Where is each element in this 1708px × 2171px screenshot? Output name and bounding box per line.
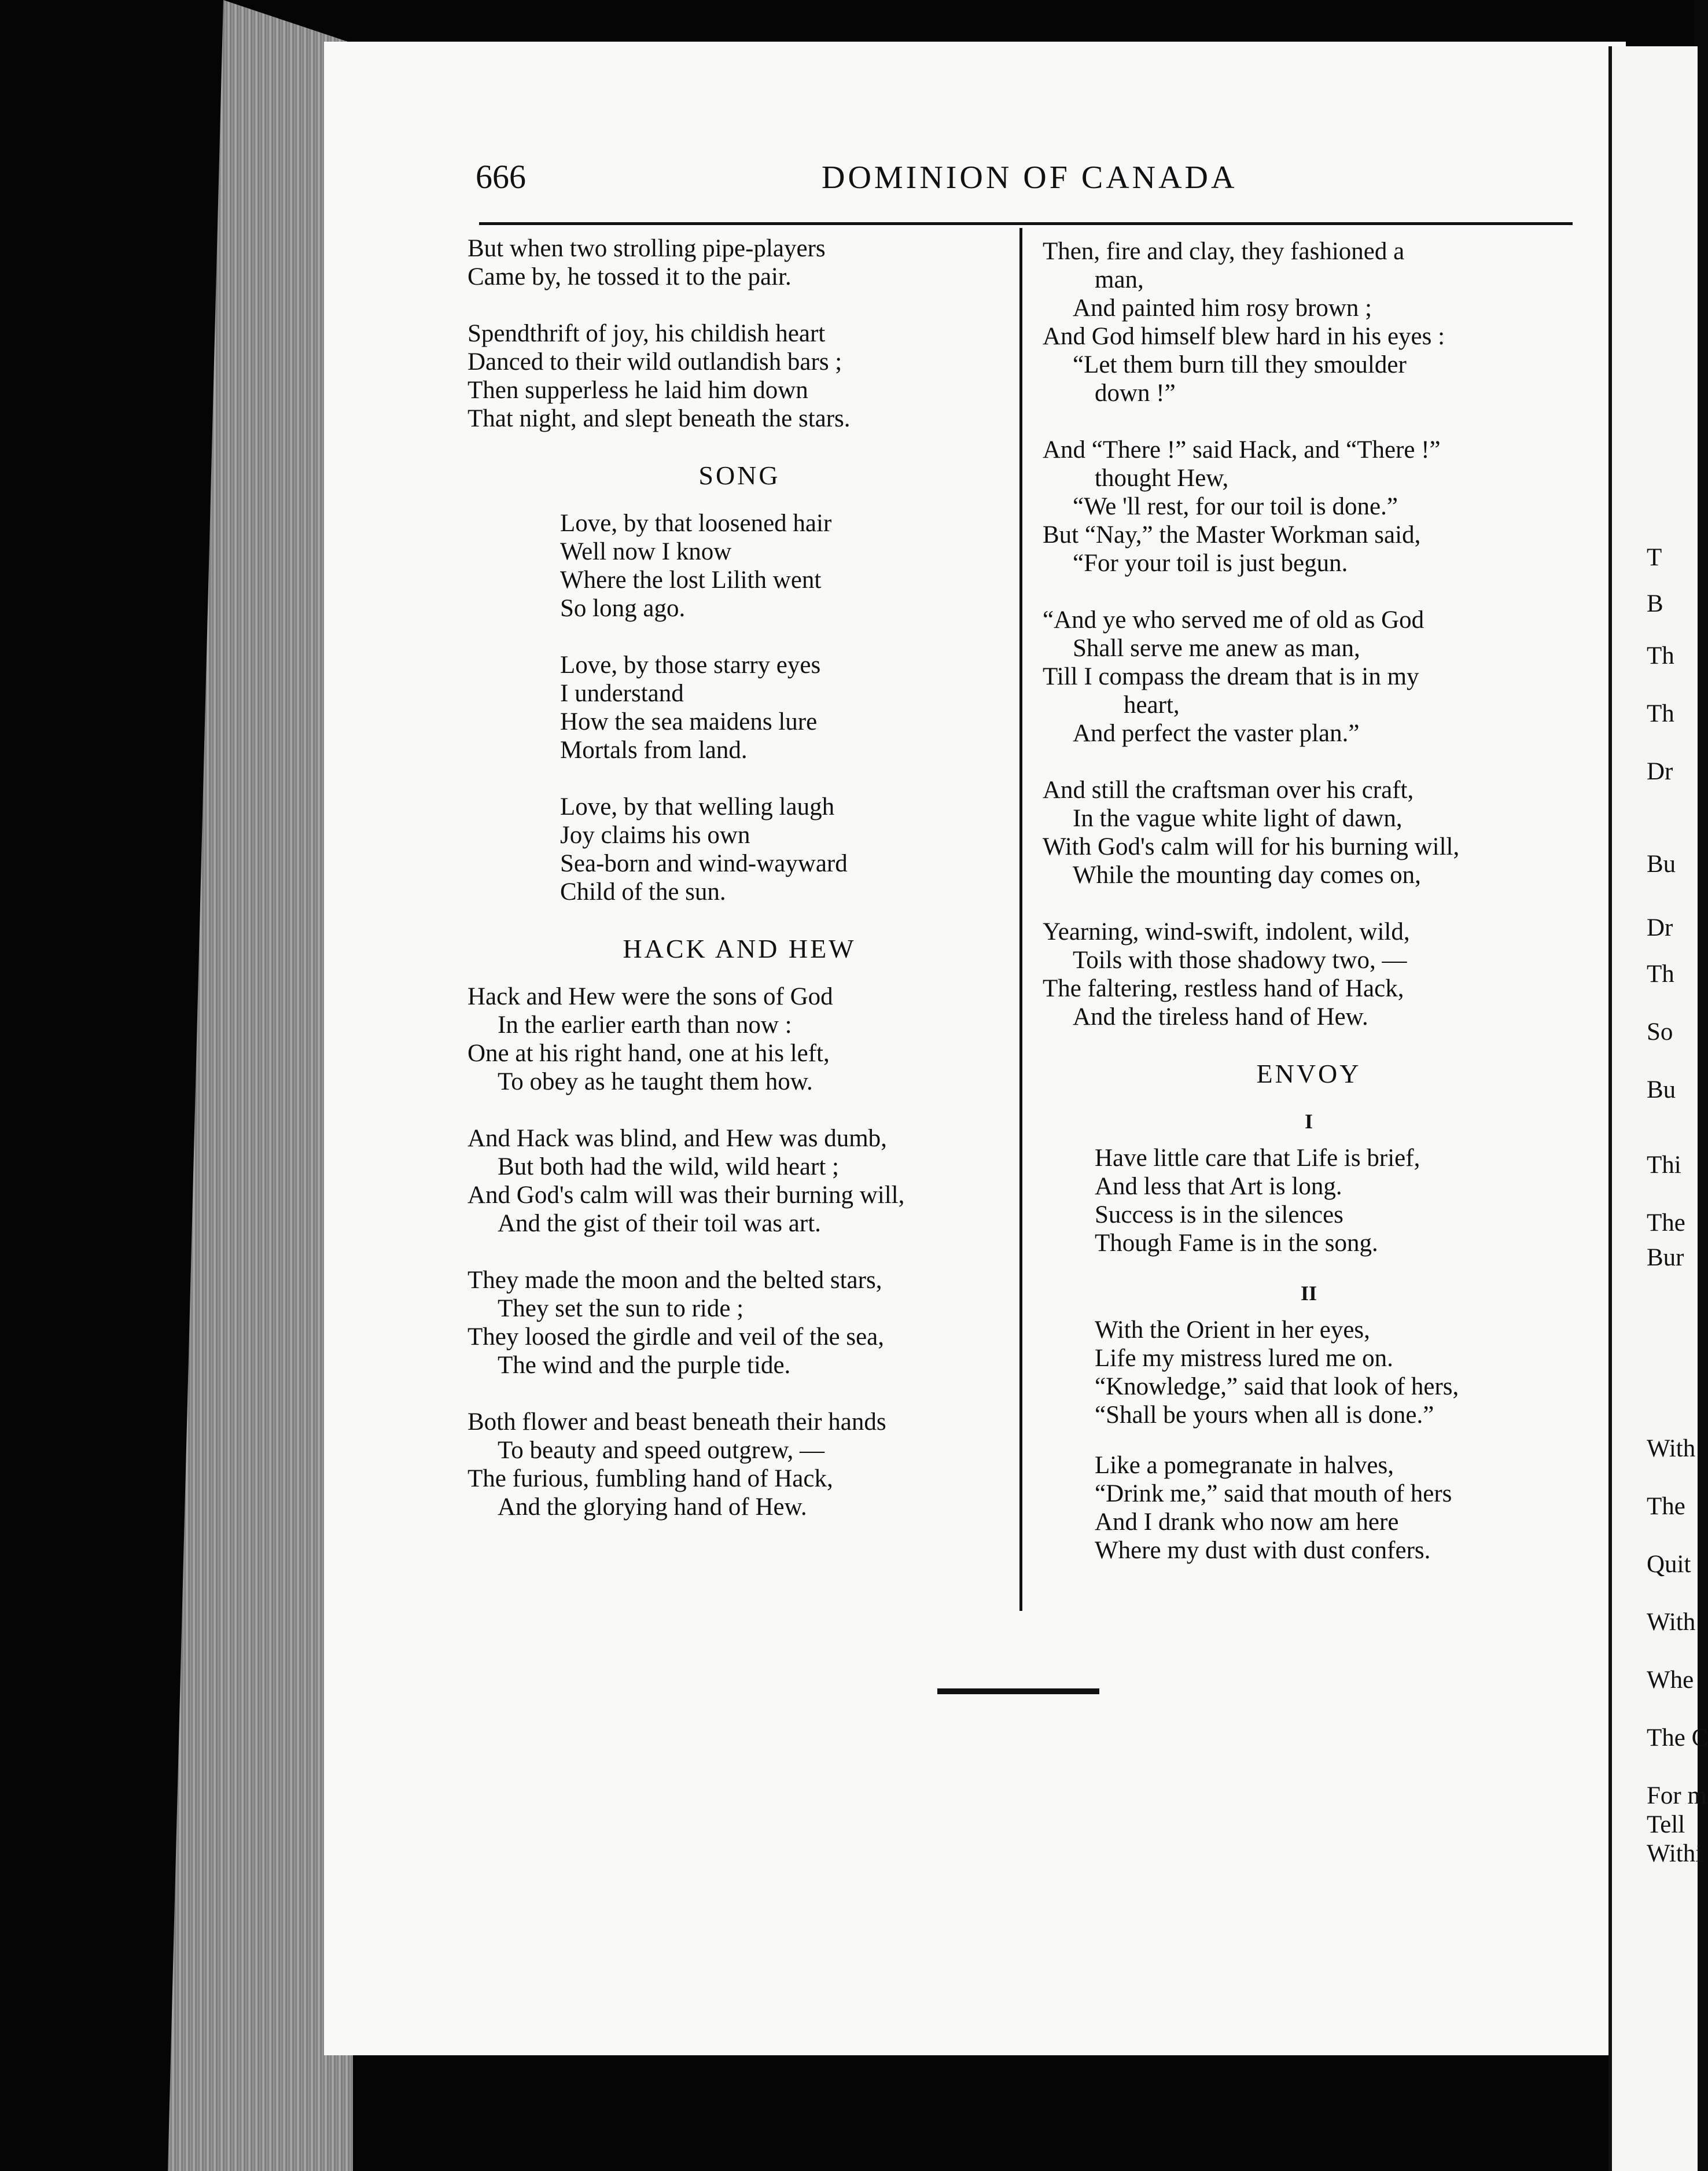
poem-line: But when two strolling pipe-players: [468, 235, 826, 262]
poem-line: Joy claims his own: [560, 822, 750, 849]
facing-fragment: Th: [1647, 700, 1674, 727]
poem-line: Yearning, wind-swift, indolent, wild,: [1043, 918, 1410, 945]
header-rule: [479, 222, 1573, 225]
poem-line: They set the sun to ride ;: [498, 1295, 744, 1322]
poem-line: And less that Art is long.: [1095, 1173, 1342, 1200]
poem-line: In the earlier earth than now :: [498, 1011, 792, 1039]
poem-stanza: [468, 1124, 1011, 1238]
facing-fragment: Whe: [1647, 1666, 1694, 1694]
poem-stanza: [1043, 1451, 1575, 1565]
poem-stanza: [468, 651, 1011, 764]
poem-line: And God himself blew hard in his eyes :: [1043, 323, 1445, 350]
facing-fragment: With: [1647, 1435, 1696, 1462]
facing-fragment: Bur: [1647, 1244, 1684, 1271]
poem-stanza: [468, 793, 1011, 906]
poem-line: “For your toil is just begun.: [1073, 550, 1348, 577]
poem-line: Have little care that Life is brief,: [1095, 1145, 1420, 1172]
section-numeral: I: [1304, 1110, 1313, 1133]
poem-line: In the vague white light of dawn,: [1073, 805, 1403, 832]
poem-line: down !”: [1095, 380, 1176, 407]
poem-line: Mortals from land.: [560, 737, 748, 764]
poem-line: Came by, he tossed it to the pair.: [468, 263, 792, 290]
poem-line: Then supperless he laid him down: [468, 377, 808, 404]
facing-fragment: Quit: [1647, 1551, 1691, 1578]
facing-fragment: The: [1647, 1493, 1685, 1520]
poem-line: Well now I know: [560, 538, 732, 565]
poem-line: To obey as he taught them how.: [498, 1068, 813, 1095]
facing-fragment: So: [1647, 1018, 1673, 1046]
facing-fragment: Withi: [1647, 1840, 1703, 1867]
poem-line: Though Fame is in the song.: [1095, 1230, 1378, 1257]
poem-line: Both flower and beast beneath their hands: [468, 1408, 886, 1436]
facing-fragment: Dr: [1647, 914, 1673, 941]
poem-stanza: [468, 1408, 1011, 1521]
poem-line: “Drink me,” said that mouth of hers: [1095, 1480, 1452, 1507]
facing-fragment: Bu: [1647, 851, 1676, 878]
poem-line: But both had the wild, wild heart ;: [498, 1153, 839, 1180]
poem-stanza: [1043, 436, 1575, 577]
poem-line: They loosed the girdle and veil of the sea,: [468, 1323, 885, 1351]
poem-line: Love, by that loosened hair: [560, 510, 832, 537]
poem-line: Sea-born and wind-wayward: [560, 850, 848, 877]
poem-line: And still the craftsman over his craft,: [1043, 777, 1414, 804]
left-column: [468, 234, 1011, 1550]
poem-line: thought Hew,: [1095, 465, 1229, 492]
poem-line: Love, by that welling laugh: [560, 793, 835, 820]
poem-line: Then, fire and clay, they fashioned a: [1043, 238, 1405, 265]
running-title: DOMINION OF CANADA: [822, 160, 1238, 196]
poem-stanza: [468, 319, 1011, 433]
poem-line: And the glorying hand of Hew.: [498, 1493, 807, 1521]
poem-line: One at his right hand, one at his left,: [468, 1040, 830, 1067]
poem-line: Child of the sun.: [560, 878, 726, 906]
poem-line: And Hack was blind, and Hew was dumb,: [468, 1125, 887, 1152]
poem-stanza: [1043, 1316, 1575, 1429]
poem-line: And “There !” said Hack, and “There !”: [1043, 436, 1441, 463]
poem-stanza: [1043, 237, 1575, 407]
facing-fragment: The: [1647, 1209, 1685, 1237]
poem-line: The faltering, restless hand of Hack,: [1043, 975, 1404, 1002]
poem-line: “We 'll rest, for our toil is done.”: [1073, 493, 1398, 520]
poem-stanza: [468, 983, 1011, 1096]
poem-line: And perfect the vaster plan.”: [1073, 720, 1360, 747]
facing-page: [1608, 46, 1708, 2171]
poem-line: “Knowledge,” said that look of hers,: [1095, 1373, 1459, 1400]
poem-stanza: [1043, 1144, 1575, 1257]
poem-line: Danced to their wild outlandish bars ;: [468, 348, 842, 376]
poem-line: Life my mistress lured me on.: [1095, 1345, 1393, 1372]
poem-line: Spendthrift of joy, his childish heart: [468, 320, 826, 347]
facing-fragment: With: [1647, 1609, 1696, 1636]
poem-stanza: [468, 234, 1011, 291]
poem-stanza: [468, 509, 1011, 623]
poem-line: The furious, fumbling hand of Hack,: [468, 1465, 833, 1492]
poem-line: I understand: [560, 680, 684, 707]
poem-line: Love, by those starry eyes: [560, 652, 821, 679]
facing-fragment: Th: [1647, 961, 1674, 988]
poem-line: heart,: [1124, 691, 1180, 719]
poem-line: While the mounting day comes on,: [1073, 862, 1421, 889]
poem-line: And God's calm will was their burning will,: [468, 1182, 905, 1209]
poem-line: Toils with those shadowy two, —: [1073, 947, 1407, 974]
poem-title-song: SONG: [698, 461, 781, 490]
poem-line: man,: [1095, 266, 1144, 293]
facing-fragment: Th: [1647, 642, 1674, 669]
poem-line: With God's calm will for his burning will,: [1043, 833, 1460, 860]
poem-line: Success is in the silences: [1095, 1201, 1343, 1228]
poem-line: To beauty and speed outgrew, —: [498, 1437, 824, 1464]
poem-line: With the Orient in her eyes,: [1095, 1316, 1370, 1344]
poem-line: Till I compass the dream that is in my: [1043, 663, 1419, 690]
poem-line: “Shall be yours when all is done.”: [1095, 1401, 1434, 1429]
poem-line: So long ago.: [560, 595, 686, 622]
poem-line: Shall serve me anew as man,: [1073, 635, 1360, 662]
facing-fragment: Dr: [1647, 758, 1673, 785]
poem-line: Like a pomegranate in halves,: [1095, 1452, 1394, 1479]
poem-line: The wind and the purple tide.: [498, 1352, 791, 1379]
poem-stanza: [1043, 918, 1575, 1031]
poem-line: But “Nay,” the Master Workman said,: [1043, 521, 1421, 549]
facing-fragment: Thi: [1647, 1151, 1681, 1179]
facing-fragment: B: [1647, 590, 1663, 617]
poem-stanza: [1043, 776, 1575, 889]
section-numeral: II: [1300, 1282, 1317, 1305]
poem-line: And I drank who now am here: [1095, 1508, 1399, 1536]
page-number: 666: [476, 158, 526, 196]
facing-fragment: T: [1647, 544, 1662, 571]
facing-fragment: Bu: [1647, 1076, 1676, 1103]
poem-line: They made the moon and the belted stars,: [468, 1267, 882, 1294]
poem-stanza: [468, 1266, 1011, 1379]
poem-title-envoy: ENVOY: [1256, 1059, 1361, 1088]
poem-stanza: [1043, 606, 1575, 748]
poem-line: That night, and slept beneath the stars.: [468, 405, 851, 432]
poem-line: Where my dust with dust confers.: [1095, 1537, 1431, 1564]
poem-line: “And ye who served me of old as God: [1043, 606, 1424, 634]
right-column: [1043, 237, 1575, 1587]
poem-line: And the gist of their toil was art.: [498, 1210, 821, 1237]
facing-fragment: Tell: [1647, 1811, 1685, 1838]
poem-line: And the tireless hand of Hew.: [1073, 1003, 1368, 1031]
poem-title-hack-and-hew: HACK AND HEW: [623, 934, 856, 963]
poem-line: “Let them burn till they smoulder: [1073, 351, 1407, 378]
poem-line: Hack and Hew were the sons of God: [468, 983, 833, 1010]
end-rule: [937, 1688, 1099, 1694]
column-rule: [1019, 228, 1022, 1611]
facing-fragment: The C: [1647, 1724, 1708, 1751]
poem-line: And painted him rosy brown ;: [1073, 295, 1372, 322]
poem-line: How the sea maidens lure: [560, 708, 818, 735]
poem-line: Where the lost Lilith went: [560, 566, 822, 594]
facing-fragment: For m: [1647, 1782, 1707, 1809]
